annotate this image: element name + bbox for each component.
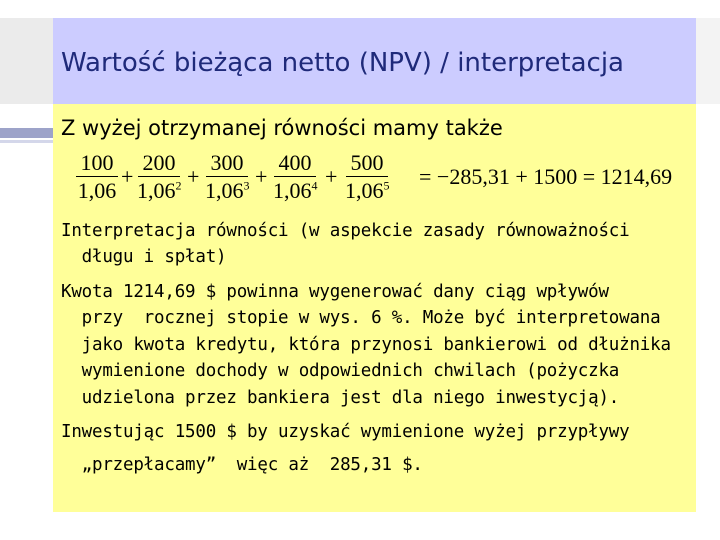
paragraph2-line4: wymienione dochody w odpowiednich chwilach (pożyczka xyxy=(61,361,620,381)
paragraph2-line1: Kwota 1214,69 $ powinna wygenerować dany ciąg wpływów xyxy=(61,282,609,302)
intro-text: Z wyżej otrzymanej równości mamy także xyxy=(61,116,503,140)
paragraph2-line3: jako kwota kredytu, która przynosi bankierowi od dłużnika xyxy=(61,335,671,355)
plus-sign: + xyxy=(255,164,268,189)
fraction-3 xyxy=(205,150,249,203)
fraction-denominator: 1,06$^3$ xyxy=(205,178,250,203)
fraction-numerator: 200 xyxy=(142,150,176,175)
paragraph2-line5: udzielona przez bankiera jest dla niego inwestycją). xyxy=(61,388,620,408)
fraction-1 xyxy=(75,150,119,203)
right-decor-block xyxy=(696,18,720,104)
left-decor-bar-thin xyxy=(0,140,53,143)
left-decor-bar xyxy=(0,128,53,138)
fraction-denominator: 1,06$^5$ xyxy=(345,178,390,203)
fraction-4 xyxy=(273,150,317,203)
formula-result: = −285,31 + 1500 = 1214,69 xyxy=(419,164,673,189)
plus-sign: + xyxy=(121,164,134,189)
fraction-numerator: 500 xyxy=(350,150,384,175)
slide-title: Wartość bieżąca netto (NPV) / interpretacja xyxy=(61,48,624,78)
paragraph1-line2: długu i spłat) xyxy=(61,247,227,267)
fraction-denominator: 1,06$^2$ xyxy=(137,178,182,203)
paragraph1-line1: Interpretacja równości (w aspekcie zasady równoważności xyxy=(61,221,630,241)
plus-sign: + xyxy=(325,164,338,189)
plus-sign: + xyxy=(187,164,200,189)
fraction-numerator: 400 xyxy=(278,150,312,175)
fraction-numerator: 300 xyxy=(210,150,244,175)
fraction-denominator: 1,06 xyxy=(77,178,117,203)
fraction-5 xyxy=(345,150,389,203)
fraction-denominator: 1,06$^4$ xyxy=(273,178,318,203)
paragraph3-line2: „przepłacamy” więc aż 285,31 $. xyxy=(61,455,423,475)
fraction-2 xyxy=(137,150,181,203)
left-decor-block xyxy=(0,18,53,104)
paragraph2-line2: przy rocznej stopie w wys. 6 %. Może być interpretowana xyxy=(61,308,661,328)
paragraph3-line1: Inwestując 1500 $ by uzyskać wymienione wyżej przypływy xyxy=(61,422,630,442)
fraction-numerator: 100 xyxy=(80,150,114,175)
